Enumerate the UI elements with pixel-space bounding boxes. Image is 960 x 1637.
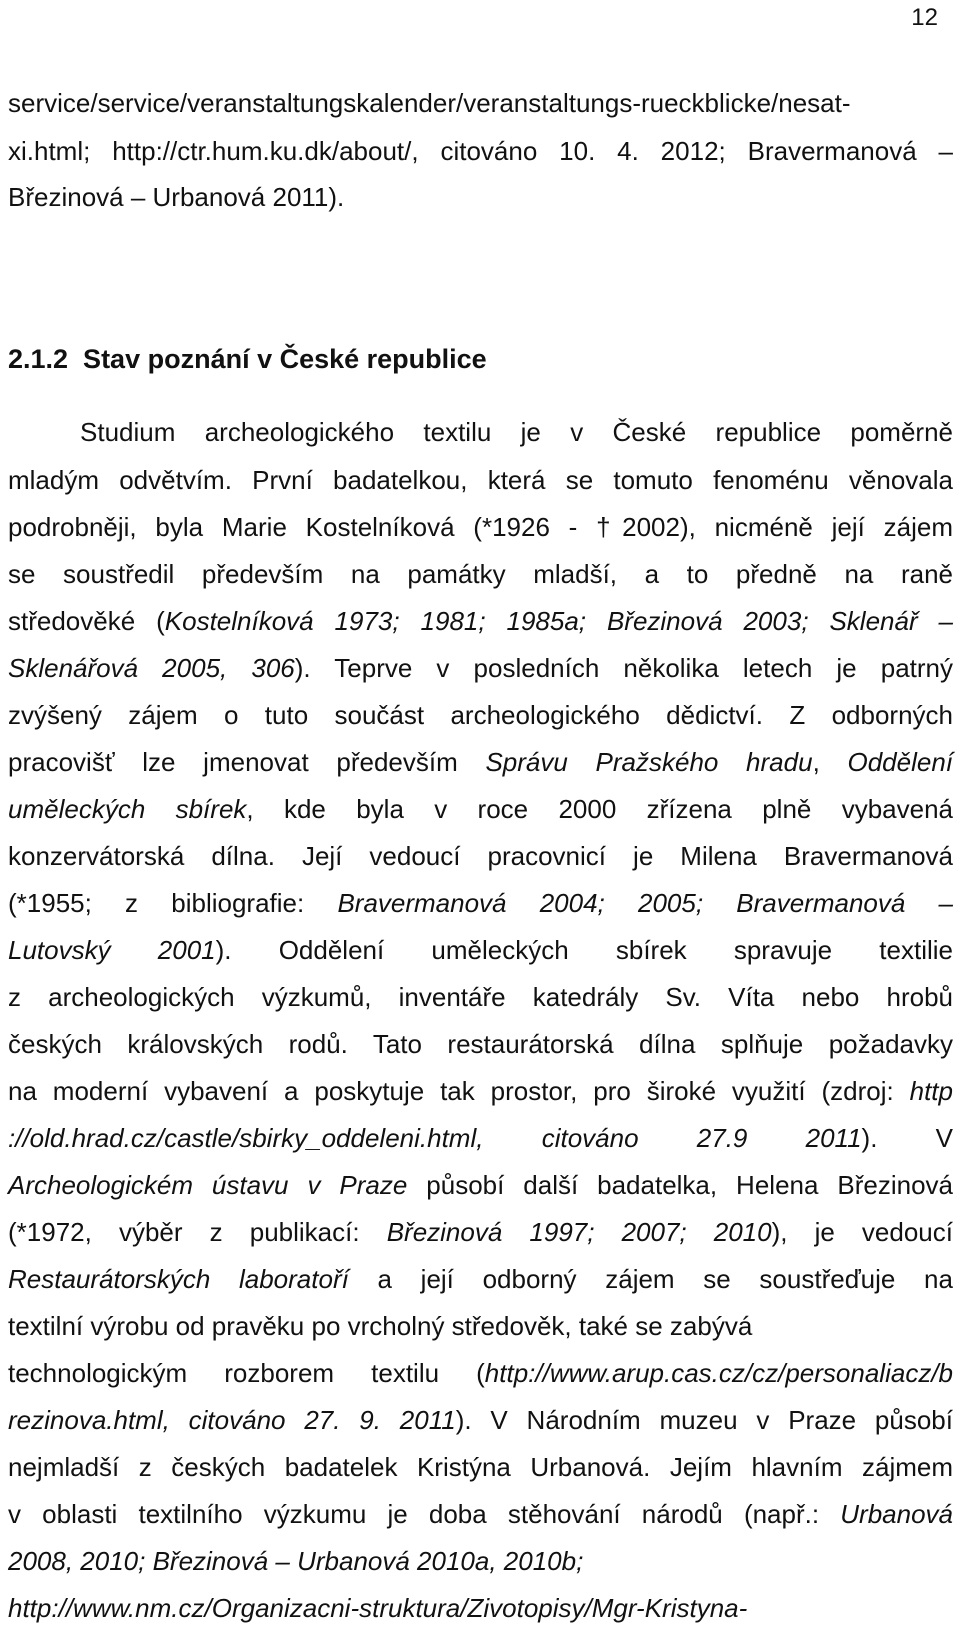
url-link[interactable]: http://www.arup.cas.cz/cz/personaliacz/b <box>484 1358 953 1388</box>
text-run: ). V <box>861 1123 953 1153</box>
intro-line-3: Březinová – Urbanová 2011). <box>8 182 345 212</box>
text-run: , kde byla v roce 2000 zřízena plně vybavená <box>246 794 953 824</box>
body-line-7: zvýšený zájem o tuto součást archeologického dědictví. Z odborných <box>8 700 953 730</box>
text-run: pracovišť lze jmenovat především <box>8 747 486 777</box>
body-line-26 <box>8 1591 953 1625</box>
text-run: , <box>812 747 848 777</box>
text-run: technologickým rozborem textilu ( <box>8 1358 485 1388</box>
citation: Urbanová <box>840 1499 953 1529</box>
body-line-19 <box>8 1262 953 1296</box>
body-line-4: se soustředil především na památky mladší, a to předně na raně <box>8 559 953 589</box>
body-line-1: Studium archeologického textilu je v České republice poměrně <box>80 417 953 447</box>
citation: 2008, 2010; Březinová – Urbanová 2010a, 2010b; <box>8 1546 584 1576</box>
body-line-24 <box>8 1497 953 1531</box>
body-line-15 <box>8 1074 953 1108</box>
url-link[interactable]: rezinova.html, citováno 27. 9. 2011 <box>8 1405 456 1435</box>
body-line-6 <box>8 651 953 685</box>
text-run: ), je vedoucí <box>771 1217 953 1247</box>
body-line-23: nejmladší z českých badatelek Kristýna Urbanová. Jejím hlavním zájmem <box>8 1452 953 1482</box>
citation: Sklenářová 2005, 306 <box>8 653 295 683</box>
text-run: ). Oddělení uměleckých sbírek spravuje textilie <box>215 935 954 965</box>
body-line-21 <box>8 1356 953 1390</box>
institution-name: Restaurátorských laboratoří <box>8 1264 349 1294</box>
intro-line-1: service/service/veranstaltungskalender/veranstaltungs-rueckblicke/nesat- <box>8 88 851 118</box>
body-line-10: konzervátorská dílna. Její vedoucí pracovnicí je Milena Bravermanová <box>8 841 953 871</box>
citation: Březinová 1997; 2007; 2010 <box>386 1217 772 1247</box>
text-run: středověké ( <box>8 606 165 636</box>
body-line-25 <box>8 1544 953 1578</box>
text-run: v oblasti textilního výzkumu je doba stěhování národů (např.: <box>8 1499 841 1529</box>
url-link[interactable]: http://www.nm.cz/Organizacni-struktura/Zivotopisy/Mgr-Kristyna- <box>8 1593 748 1623</box>
body-line-3: podrobněji, byla Marie Kostelníková (*1926 - †2002), nicméně její zájem <box>8 512 953 542</box>
citation: Bravermanová 2004; 2005; Bravermanová – <box>337 888 953 918</box>
body-line-16 <box>8 1121 953 1155</box>
body-line-12 <box>8 933 953 967</box>
citation: Kostelníková 1973; 1981; 1985a; Březinová 2003; Sklenář – <box>164 606 953 636</box>
body-line-2: mladým odvětvím. První badatelkou, která se tomuto fenoménu věnovala <box>8 465 953 495</box>
body-line-11 <box>8 886 953 920</box>
text-run: působí další badatelka, Helena Březinová <box>407 1170 954 1200</box>
body-line-8 <box>8 745 953 779</box>
body-line-22 <box>8 1403 953 1437</box>
body-line-14: českých královských rodů. Tato restaurátorská dílna splňuje požadavky <box>8 1029 953 1059</box>
section-heading: 2.1.2 Stav poznání v České republice <box>8 344 487 374</box>
body-line-20: textilní výrobu od pravěku po vrcholný středověk, také se zabývá <box>8 1311 753 1341</box>
institution-name: Správu Pražského hradu <box>485 747 813 777</box>
citation: Lutovský 2001 <box>8 935 216 965</box>
institution-name: Oddělení <box>847 747 954 777</box>
text-run: (*1972, výběr z publikací: <box>8 1217 387 1247</box>
body-line-18 <box>8 1215 953 1249</box>
text-run: ). Teprve v posledních několika letech je patrný <box>294 653 954 683</box>
intro-line-2: xi.html; http://ctr.hum.ku.dk/about/, citováno 10. 4. 2012; Bravermanová – <box>8 136 953 166</box>
body-line-9 <box>8 792 953 826</box>
url-link[interactable]: ://old.hrad.cz/castle/sbirky_oddeleni.html, citováno 27.9 2011 <box>8 1123 862 1153</box>
text-run: na moderní vybavení a poskytuje tak prostor, pro široké využití (zdroj: <box>8 1076 910 1106</box>
url-link[interactable]: http <box>909 1076 953 1106</box>
page-number: 12 <box>911 4 938 31</box>
text-run: a její odborný zájem se soustřeďuje na <box>348 1264 953 1294</box>
text-run: (*1955; z bibliografie: <box>8 888 338 918</box>
text-run: ). V Národním muzeu v Praze působí <box>455 1405 953 1435</box>
body-line-17 <box>8 1168 953 1202</box>
body-line-5 <box>8 604 953 638</box>
institution-name: uměleckých sbírek <box>8 794 247 824</box>
institution-name: Archeologickém ústavu v Praze <box>8 1170 408 1200</box>
body-line-13: z archeologických výzkumů, inventáře katedrály Sv. Víta nebo hrobů <box>8 982 953 1012</box>
